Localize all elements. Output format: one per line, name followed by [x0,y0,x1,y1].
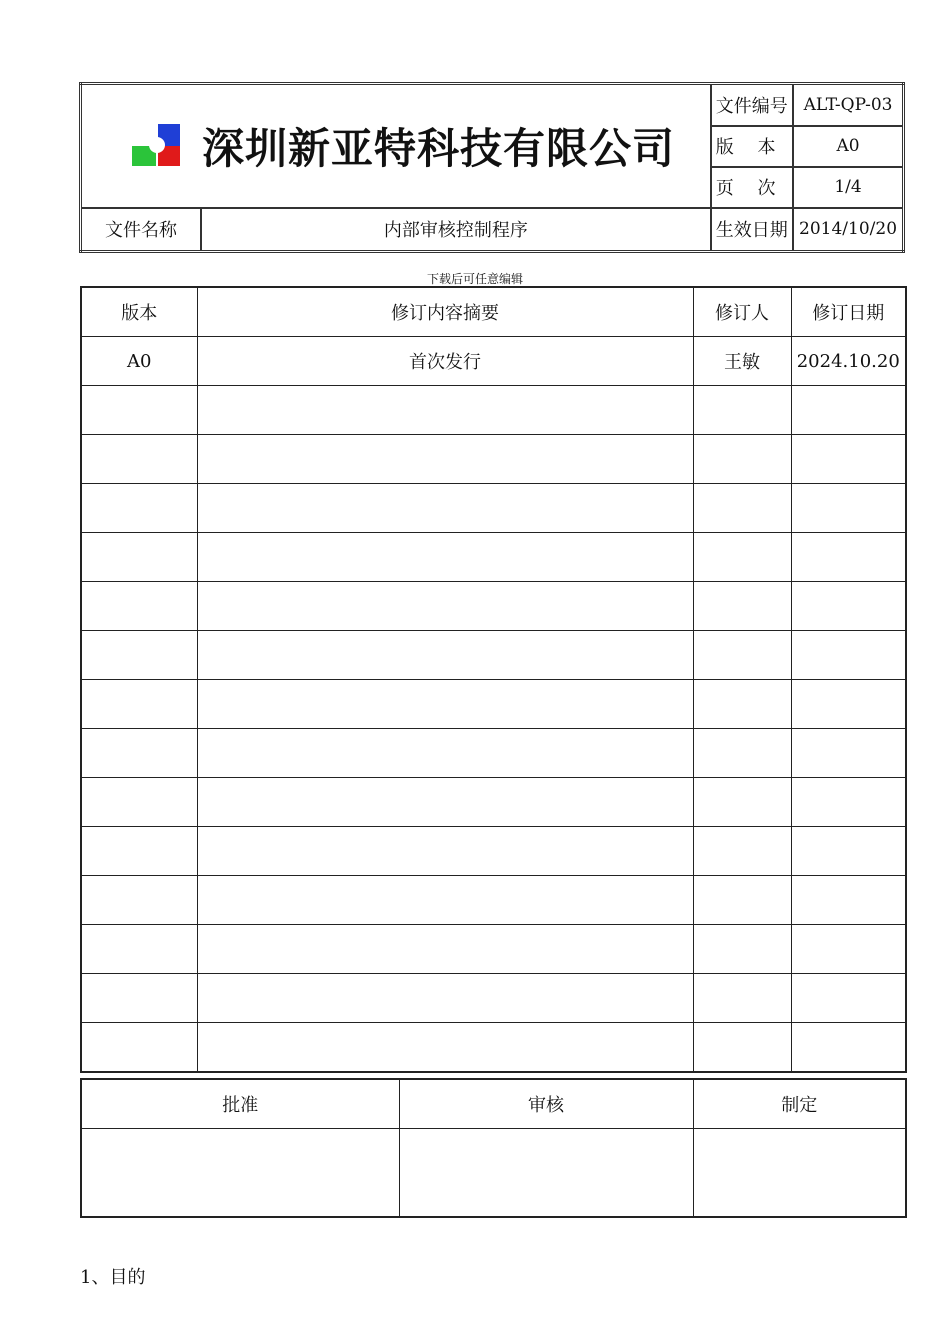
table-row [81,729,906,778]
table-row [81,974,906,1023]
cell-version [81,1023,197,1073]
company-name: 深圳新亚特科技有限公司 [202,123,676,173]
approve-signature-field[interactable] [81,1128,399,1217]
cell-version [81,435,197,484]
table-row [81,533,906,582]
prepare-label: 制定 [693,1079,906,1128]
cell-version [81,778,197,827]
cell-version [81,484,197,533]
cell-summary [197,827,693,876]
cell-version [81,680,197,729]
cell-reviser [693,680,791,729]
table-row [81,484,906,533]
cell-summary [197,631,693,680]
cell-version [81,925,197,974]
cell-date [791,729,906,778]
cell-summary [197,1023,693,1073]
cell-reviser: 王敏 [693,337,791,386]
cell-date [791,484,906,533]
document-header [79,82,905,253]
cell-date [791,386,906,435]
prepare-signature-field[interactable] [693,1128,906,1217]
page-label: 页 次 [711,167,793,208]
cell-summary [197,435,693,484]
cell-summary [197,533,693,582]
header-date: 修订日期 [791,287,906,337]
cell-date [791,974,906,1023]
cell-summary [197,778,693,827]
cell-reviser [693,386,791,435]
cell-version [81,386,197,435]
cell-date [791,435,906,484]
file-name-value: 内部审核控制程序 [201,208,711,252]
table-row [81,582,906,631]
table-row [81,1023,906,1073]
cell-summary [197,484,693,533]
cell-summary [197,729,693,778]
cell-version [81,533,197,582]
edit-notice: 下载后可任意编辑 [426,272,523,286]
cell-date [791,680,906,729]
cell-reviser [693,533,791,582]
cell-summary [197,876,693,925]
cell-reviser [693,778,791,827]
cell-date [791,533,906,582]
cell-version: A0 [81,337,197,386]
table-row [81,631,906,680]
cell-version [81,827,197,876]
table-row [81,435,906,484]
header-reviser: 修订人 [693,287,791,337]
cell-version [81,729,197,778]
cell-summary [197,386,693,435]
cell-date [791,827,906,876]
cell-date [791,876,906,925]
doc-no-label: 文件编号 [711,84,793,126]
cell-date [791,778,906,827]
version-value: A0 [793,126,903,167]
cell-date [791,631,906,680]
cell-reviser [693,484,791,533]
review-label: 审核 [399,1079,693,1128]
cell-date [791,582,906,631]
doc-no-value: ALT-QP-03 [793,84,903,126]
cell-summary [197,974,693,1023]
table-row [81,386,906,435]
table-row [81,778,906,827]
file-name-label: 文件名称 [81,208,201,252]
cell-reviser [693,925,791,974]
table-row [81,827,906,876]
cell-summary [197,680,693,729]
cell-reviser [693,827,791,876]
revision-header-row [81,287,906,337]
cell-date: 2024.10.20 [791,337,906,386]
logo-icon [132,124,182,168]
cell-date [791,925,906,974]
revision-table [80,286,907,1073]
cell-date [791,1023,906,1073]
table-row [81,925,906,974]
header-version: 版本 [81,287,197,337]
cell-version [81,582,197,631]
effective-date-label: 生效日期 [711,208,793,252]
cell-reviser [693,435,791,484]
table-row [81,337,906,386]
cell-summary [197,925,693,974]
header-summary: 修订内容摘要 [197,287,693,337]
cell-reviser [693,582,791,631]
cell-reviser [693,729,791,778]
cell-summary [197,582,693,631]
cell-version [81,876,197,925]
cell-reviser [693,1023,791,1073]
cell-reviser [693,974,791,1023]
signature-table [80,1078,907,1218]
section-title: 1、目的 [80,1267,146,1288]
effective-date-value: 2014/10/20 [793,208,903,252]
table-row [81,876,906,925]
cell-reviser [693,876,791,925]
review-signature-field[interactable] [399,1128,693,1217]
company-cell [81,84,711,208]
table-row [81,680,906,729]
cell-version [81,631,197,680]
page-value: 1/4 [793,167,903,208]
cell-version [81,974,197,1023]
cell-summary: 首次发行 [197,337,693,386]
version-label: 版 本 [711,126,793,167]
approve-label: 批准 [81,1079,399,1128]
cell-reviser [693,631,791,680]
